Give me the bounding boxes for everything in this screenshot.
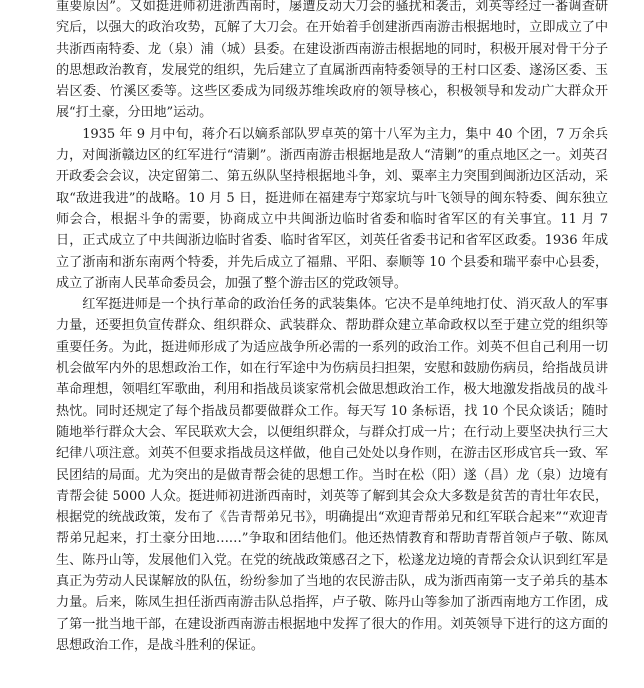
paragraph-dadaohui: 重要原因”。又如挺进师初进浙西南时，屡遭反动大刀会的骚扰和袭击，刘英等经过一番调查研究后，以强大的政治攻势，瓦解了大刀会。在开始着手创建浙西南游击根据地时，立即成立了中共浙西南特委、龙（泉）浦（城）县委。在建设浙西南游击根据地的同时，积极开展对骨干分子的思想政治教育，发展党的组织，先后建立了直属浙西南特委领导的王村口区委、遂汤区委、玉岩区委、竹溪区委等。这些区委成为同级苏维埃政府的领导核心，积极领导和发动广大群众开展“打土豪，分田地”运动。 bbox=[56, 0, 608, 121]
paragraph-1935-campaign: 1935 年 9 月中旬，蒋介石以嫡系部队罗卓英的第十八军为主力，集中 40 个团，7 万余兵力，对闽浙赣边区的红军进行“清剿”。浙西南游击根据地是敌人“清剿”的重点地区之一。刘英召开政委会会议，决定留第二、第五纵队坚持根据地斗争，刘、粟率主力突围到闽浙边区活动，采取“敌进我进”的战略。10 月 5 日，挺进师在福建寿宁郑家坑与叶飞领导的闽东特委、闽东独立师会合，根据斗争的需要，协商成立中共闽浙边临时省委和临时省军区的有关事宜。11 月 7 日，正式成立了中共闽浙边临时省委、临时省军区，刘英任省委书记和省军区政委。1936 年成立了浙南和浙东南两个特委，并先后成立了福鼎、平阳、泰顺等 10 个县委和瑞平泰中心县委，成立了浙南人民革命委员会，加强了整个游击区的党政领导。 bbox=[56, 126, 608, 291]
paragraph-political-work: 红军挺进师是一个执行革命的政治任务的武装集体。它决不是单纯地打仗、消灭敌人的军事力量，还要担负宣传群众、组织群众、武装群众、帮助群众建立革命政权以至于建立党的组织等重要任务。为此，挺进师形成了为适应战争所必需的一系列的政治工作。刘英不但自己利用一切机会做军内外的思想政治工作，如在行军途中为伤病员扫担架，安慰和鼓励伤病员，给指战员讲革命理想，领唱红军歌曲，利用和指战员谈家常机会做思想政治工作，极大地激发指战员的战斗热忱。同时还规定了每个指战员都要做群众工作。每天写 10 条标语，找 10 个民众谈话；随时随地举行群众大会、军民联欢大会，以便组织群众，与群众打成一片；在行动上要坚决执行三大纪律八项注意。刘英不但要求指战员这样做，他自己处处以身作则，在游击区形成官兵一致、军民团结的局面。尤为突出的是做青帮会徒的思想工作。当时在松（阳）遂（昌）龙（泉）边境有青帮会徒 5000 人众。挺进师初进浙西南时，刘英等了解到其会众大多数是贫苦的青壮年农民，根据党的统战政策，发布了《告青帮弟兄书》，明确提出“欢迎青帮弟兄和红军联合起来”“欢迎青帮弟兄起来，打土豪分田地……”争取和团结他们。他还热情教育和帮助青帮首领卢子敬、陈凤生、陈丹山等，发展他们入党。在党的统战政策感召之下，松遂龙边境的青帮会众认识到红军是真正为劳动人民谋解放的队伍，纷纷参加了当地的农民游击队，成为浙西南第一支子弟兵的基本力量。后来，陈凤生担任浙西南游击队总指挥，卢子敬、陈丹山等参加了浙西南地方工作团，成了第一批当地干部，在建设浙西南游击根据地中发挥了很大的作用。刘英领导下进行的这方面的思想政治工作，是战斗胜利的保证。 bbox=[56, 297, 608, 653]
body-text bbox=[56, 0, 608, 656]
